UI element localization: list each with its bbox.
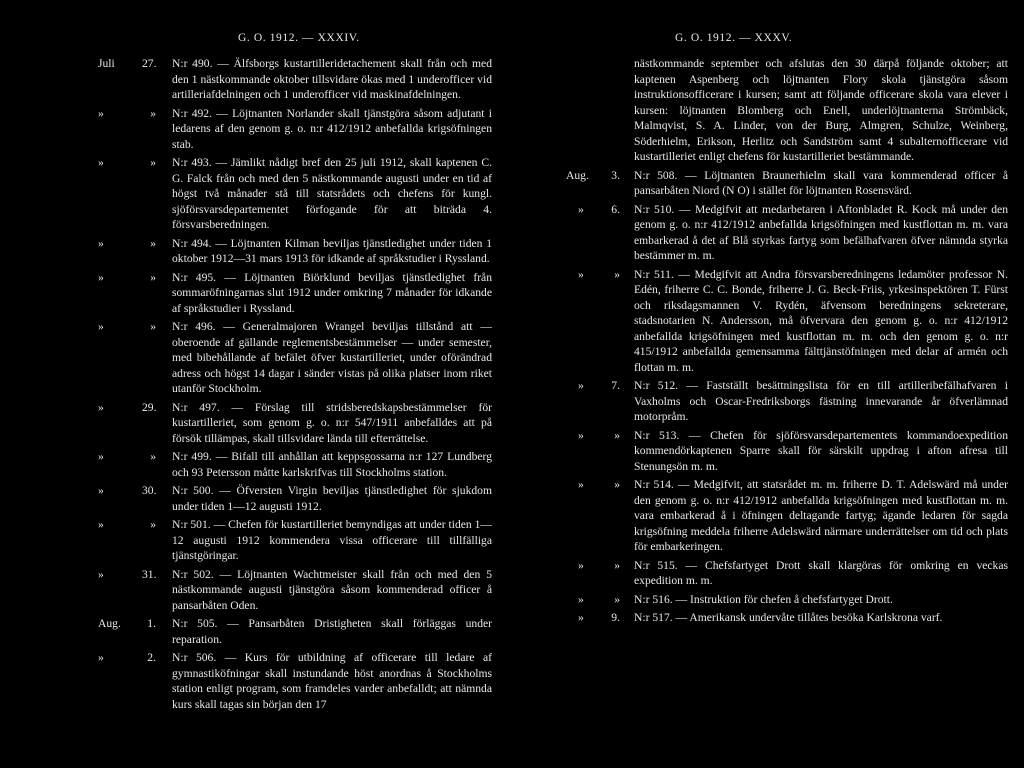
entry-month: » [98,400,104,414]
entry-month: » [578,267,584,281]
entry [0,319,512,397]
entry-month: » [578,611,584,624]
entry-day: 9. [611,611,620,624]
entry-month: » [98,484,104,497]
entry [0,270,512,317]
entry-day: 7. [611,379,620,392]
entry-month: » [98,518,104,531]
entry-day: » [614,558,620,572]
entry [522,477,1024,555]
entry-day: » [614,478,620,491]
entry-month: » [98,156,104,169]
entry [522,168,1024,199]
entry-day: » [150,270,156,284]
entry-month: » [578,379,584,392]
entry [0,56,512,103]
entry [0,400,512,447]
entry-day: 3. [611,168,620,182]
entry [0,517,512,564]
continuation-text [522,56,1024,165]
entry-day: 6. [611,202,620,216]
entry-month: » [98,450,104,463]
entry-month: » [98,106,104,120]
entry-day: » [150,320,156,333]
entry-month: » [578,428,584,442]
entry-day: 29. [142,400,157,414]
right-page [522,0,1024,768]
entry-text: N:r 517. — Amerikansk undervåte tillåtes besöka Karlskrona varf. [634,611,943,624]
entry-day: » [614,428,620,442]
entry-text: N:r 501. — Chefen för kustartilleriet bemyndigas att under tiden 1—12 augusti 1912 kommendera vissa officerare till tillfälliga tjänstgöringar. [172,518,492,562]
entry-text: N:r 496. — Generalmajoren Wrangel beviljas tillstånd att — oberoende af gällande reglementsbestämmelser — under semester, med bibehållande af befälet öfver kustartilleriet, under oförändrad adress och högst 14 dagar i sänder vistas på olika platser inom riket utanför Stockholm. [172,320,492,395]
entry [522,428,1024,475]
entry [522,267,1024,376]
entry [0,449,512,480]
entry-month: Aug. [566,168,589,182]
entry-text: N:r 513. — Chefen för sjöförsvarsdepartementets kommandoexpedition kommendörkaptenen Sparre skall för särskilt uppdrag i afton afresa till Stenungsön m. m. [634,428,1008,473]
entry-day: » [150,106,156,120]
entry-text: nästkommande september och afslutas den 30 därpå följande oktober; att kaptenen Aspenberg och löjtnanten Flory skola tjänstgöra såsom instruktionsofficerare i kursen; samt att följande officerare skola vara elever i kursen: löjtnanten Blomberg och Enell, underlöjtnanterna Strömbäck, Malmqvist, S. A. Linder, von der Burg, Almgren, Schulze, Weinberg, Söderhielm, Erikson, Herlitz och Sandström samt 4 subalternofficerare vid kustartilleriet enligt chefens för kustartilleriet bestämmande. [634,57,1008,163]
entry-day: 1. [147,617,156,630]
entry-month: » [98,270,104,284]
entry-day: 2. [147,651,156,664]
entry-text: N:r 506. — Kurs för utbildning af officerare till ledare af gymnastiköfningar skall instundande höst anordnas å Stockholms station enligt program, som framdeles varder anbefalldt; att nämnda kurs skall tagas sin början den 17 [172,651,492,711]
entry-day: 27. [142,57,157,70]
entry-month: » [98,651,104,664]
entry-month: » [98,236,104,250]
entry-text: N:r 493. — Jämlikt nådigt bref den 25 juli 1912, skall kaptenen C. G. Falck från och med den 5 nästkommande augusti under en tid af högst två månader stå till statsrådets och chefens för kungl. sjöförsvarsdepartementet förfogande för att biträda 4. försvarsberedningen. [172,156,492,231]
entry [522,558,1024,589]
entry [522,592,1024,608]
entry-month: Juli [98,57,115,70]
entry [0,650,512,712]
entry-text: N:r 500. — Öfversten Virgin beviljas tjänstledighet för sjukdom under tiden 1—12 augusti 1912. [172,484,492,513]
entry-list [0,56,512,712]
entry [522,610,1024,626]
entry-text: N:r 494. — Löjtnanten Kilman beviljas tjänstledighet under tiden 1 oktober 1912—31 mars 1913 för idkande af språkstudier i Ryssland. [172,236,492,265]
entry-text: N:r 511. — Medgifvit att Andra försvarsberedningens ledamöter professor N. Edén, friherre C. C. Bonde, friherre J. G. Beck-Friis, yrkesinspektören T. Fürst och riksdagsmannen V. Rydén, äfvensom beredningens sekreterare, stadsnotarien N. Andersson, må öfvervara den genom g. o. n:r 412/1912 anbefallda krigsöfningen med kustflottan m. m. och den genom g. o. n:r 415/1912 anbefallda gemensamma fälttjänstöfningen med delar af armén och flottan m. m. [634,267,1008,374]
entry-text: N:r 508. — Löjtnanten Braunerhielm skall vara kommenderad officer å pansarbåten Niord (N O) i stället för löjtnanten Rosensvärd. [634,168,1008,197]
entry [522,378,1024,425]
entry-month: » [98,567,104,581]
entry [0,567,512,614]
entry-text: N:r 514. — Medgifvit, att statsrådet m. m. friherre D. T. Adelswärd må under den genom g. o. n:r 412/1912 anbefallda krigsöfningen med kustflottan m. m. vara embarkerad å i öfningen deltagande fartyg; ägande ledaren för sagda krigsöfning meddela friherre Adelswärd närmare underrättelser om tid och plats för embarkeringen. [634,478,1008,553]
entry-text: N:r 497. — Förslag till stridsberedskapsbestämmelser för kustartilleriet, som genom g. o. n:r 547/1911 anbefalldes att på försök tillämpas, skall tillsvidare lända till efterrättelse. [172,400,492,445]
entry-text: N:r 510. — Medgifvit att medarbetaren i Aftonbladet R. Kock må under den genom g. o. n:r 412/1912 anbefallda krigsöfningen med kustflottan m. m. vara embarkerad å det af Blå styrkas fartyg som befälhafvaren öfver nämnda styrka bestämmer m. m. [634,202,1008,262]
page-header: G. O. 1912. — XXXIV. [238,32,360,44]
entry-day: » [614,267,620,281]
entry-text: N:r 502. — Löjtnanten Wachtmeister skall från och med den 5 nästkommande augusti tjänstgöra såsom kommenderad officer å pansarbåten Oden. [172,567,492,612]
entry-month: » [98,320,104,333]
entry-text: N:r 516. — Instruktion för chefen å chefsfartyget Drott. [634,592,893,606]
entry [0,155,512,233]
entry-text: N:r 495. — Löjtnanten Biörklund beviljas tjänstledighet från sommaröfningarnas slut 1912 under omkring 7 månader för idkande af språkstudier i Ryssland. [172,270,492,315]
entry-month: » [578,478,584,491]
entry-day: » [150,450,156,463]
entry [0,616,512,647]
entry-day: 30. [142,484,157,497]
entry-day: » [150,236,156,250]
entry-text: N:r 499. — Bifall till anhållan att keppsgossarna n:r 127 Lundberg och 93 Petersson måtte karlskrifvas till Stockholms station. [172,450,492,479]
entry-text: N:r 515. — Chefsfartyget Drott skall klargöras för omkring en veckas expedition m. m. [634,558,1008,587]
entry-month: Aug. [98,617,121,630]
entry-month: » [578,592,584,606]
entry-list [522,56,1024,626]
entry [0,483,512,514]
entry-day: » [614,592,620,606]
entry-text: N:r 492. — Löjtnanten Norlander skall tjänstgöra såsom adjutant i ledarens af den genom g. o. n:r 412/1912 anbefallda krigsöfningen stab. [172,106,492,151]
page-header: G. O. 1912. — XXXV. [675,32,793,44]
entry [0,236,512,267]
entry-text: N:r 512. — Fastställt besättningslista för en till artilleribefälhafvaren i Vaxholms och Oscar-Fredriksborgs fästning innevarande år öfverlämnad motorpråm. [634,379,1008,423]
entry-day: » [150,156,156,169]
entry [0,106,512,153]
entry-month: » [578,558,584,572]
entry-day: » [150,518,156,531]
entry-text: N:r 490. — Älfsborgs kustartilleridetachement skall från och med den 1 nästkommande oktober tillsvidare ökas med 1 underofficer vid artilleriafdelningen och 1 underofficer vid maskinafdelningen. [172,57,492,101]
entry-month: » [578,202,584,216]
entry [522,202,1024,264]
entry-text: N:r 505. — Pansarbåten Dristigheten skall förläggas under reparation. [172,617,492,646]
entry-day: 31. [142,567,157,581]
